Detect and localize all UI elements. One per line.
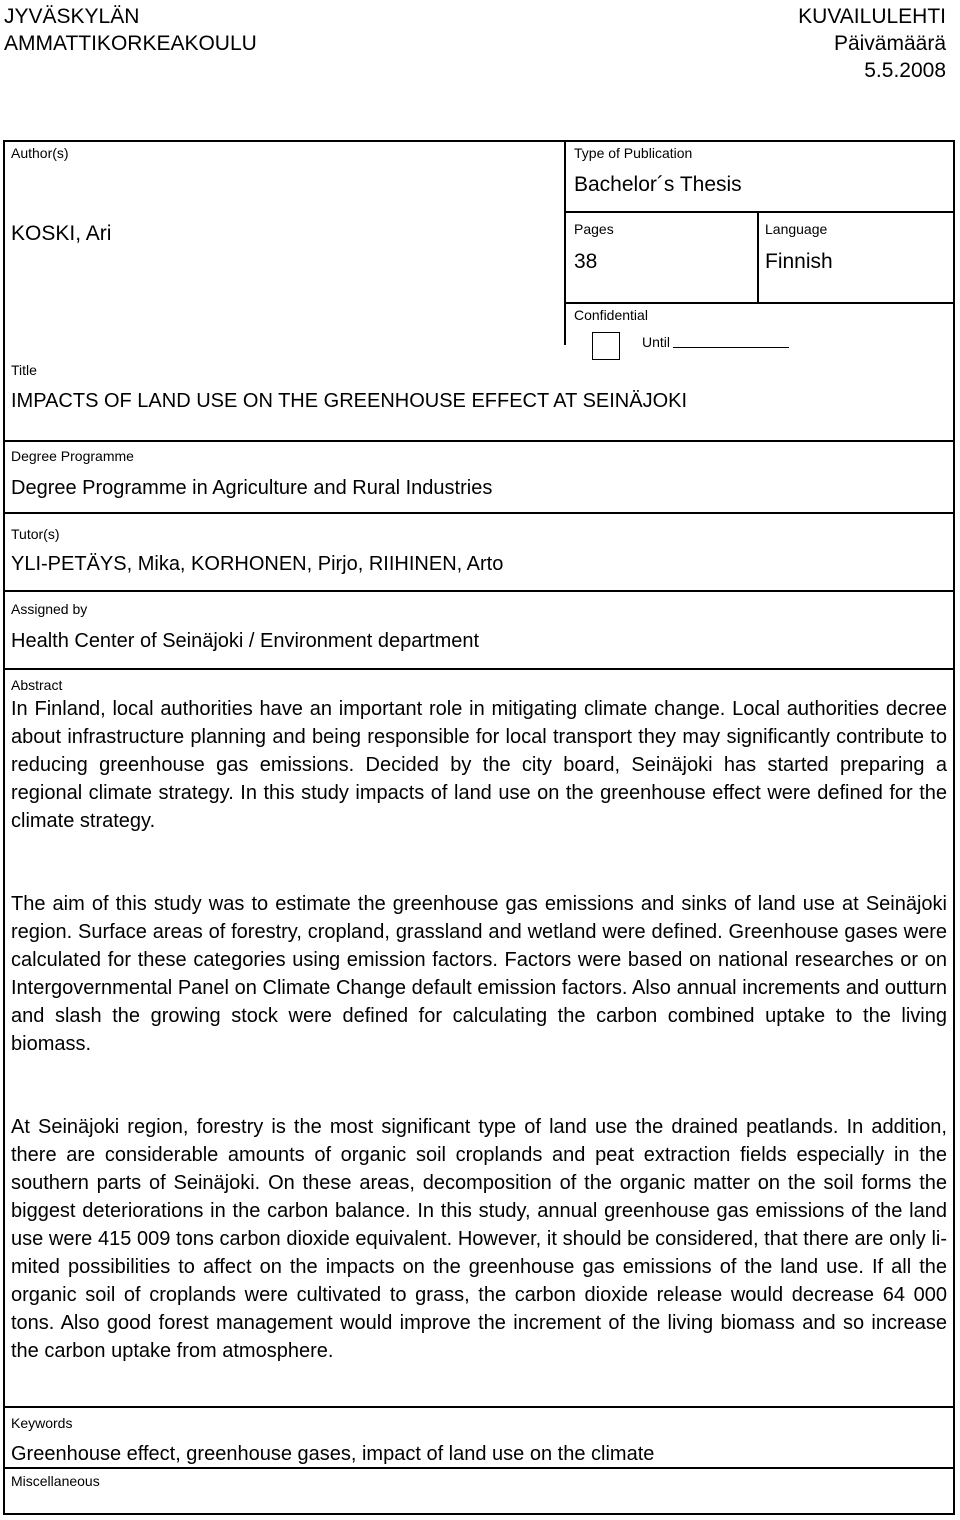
pages-label: Pages [574, 221, 614, 237]
keywords-label: Keywords [11, 1415, 73, 1431]
document-type: KUVAILULEHTI [798, 5, 946, 28]
tutors-divider [3, 590, 955, 592]
degree-programme-value: Degree Programme in Agriculture and Rural Industries [11, 477, 493, 499]
author-column-divider [564, 140, 566, 345]
degree-divider [3, 512, 955, 514]
institution-name [4, 3, 257, 57]
thesis-title: IMPACTS OF LAND USE ON THE GREENHOUSE EFFECT AT SEINÄJOKI [11, 390, 688, 412]
document-info [798, 3, 946, 84]
until-label: Until [642, 334, 671, 350]
publication-type-label: Type of Publication [574, 145, 693, 161]
assigned-divider [3, 668, 955, 670]
miscellaneous-label: Miscellaneous [11, 1473, 100, 1489]
until-field[interactable] [673, 347, 789, 348]
title-label: Title [11, 362, 37, 378]
language-label: Language [765, 221, 828, 237]
authors-value: KOSKI, Ari [11, 222, 112, 245]
abstract-paragraph-3: At Seinäjoki region, forestry is the most significant type of land use the drained peatlands. In addition, there are considerable amounts of organic soil croplands and peat extraction fields especially in the southern parts of Seinäjoki. On these areas, decomposition of the organic matter on the soil forms the biggest deteriorations in the carbon balance. In this study, annual greenhouse gas emissions of the land use were 415 009 tons carbon dioxide equivalent. However, it should be considered, that there are only limited possibilities to affect on the impacts on the greenhouse gas emissions of the land use. If all the organic soil of croplands were cultivated to grass, the carbon dioxide release would decrease 64 000 tons. Also good forest management would improve the increment of the living biomass and so increase the carbon uptake from atmosphere. [11, 1116, 947, 1362]
keywords-value: Greenhouse effect, greenhouse gases, impact of land use on the climate [11, 1443, 655, 1465]
assigned-by-label: Assigned by [11, 601, 88, 617]
pages-divider [564, 302, 955, 304]
abstract-label: Abstract [11, 677, 63, 693]
publication-type-divider [564, 211, 955, 213]
abstract-paragraph-1: In Finland, local authorities have an important role in mitigating climate change. Local authorities decree about infrastructure planning and being responsible for local transport they may significantly contribute to reducing greenhouse gas emissions. Decided by the city board, Seinäjoki has started preparing a regional climate strategy. In this study impacts of land use on the greenhouse effect were defined for the climate strategy. [11, 698, 947, 832]
authors-label: Author(s) [11, 145, 69, 161]
abstract-paragraph-2: The aim of this study was to estimate the greenhouse gas emissions and sinks of land use at Seinäjoki region. Surface areas of forestry, cropland, grassland and wetland were defined. Greenhouse gases were calculated for these categories using emission factors. Factors were based on national researches or on Intergovernmental Panel on Climate Change default emission factors. Also annual increments and outturn and slash the growing stock were defined for calculating the carbon combined uptake to the living biomass. [11, 893, 947, 1055]
date-value: 5.5.2008 [864, 59, 946, 82]
pages-language-divider [757, 211, 759, 303]
date-label: Päivämäärä [833, 32, 946, 55]
institution-line-1: JYVÄSKYLÄN [4, 5, 140, 28]
tutors-label: Tutor(s) [11, 526, 60, 542]
assigned-by-value: Health Center of Seinäjoki / Environment department [11, 630, 480, 652]
institution-line-2: AMMATTIKORKEAKOULU [4, 32, 257, 55]
language-value: Finnish [765, 250, 833, 273]
confidential-label: Confidential [574, 307, 648, 323]
pages-value: 38 [574, 250, 598, 273]
keywords-divider [3, 1467, 955, 1469]
tutors-value: YLI-PETÄYS, Mika, KORHONEN, Pirjo, RIIHINEN, Arto [11, 553, 504, 575]
title-divider [3, 440, 955, 442]
degree-programme-label: Degree Programme [11, 448, 134, 464]
publication-type-value: Bachelor´s Thesis [574, 173, 742, 196]
abstract-divider [3, 1406, 955, 1408]
confidential-checkbox[interactable] [592, 332, 620, 360]
